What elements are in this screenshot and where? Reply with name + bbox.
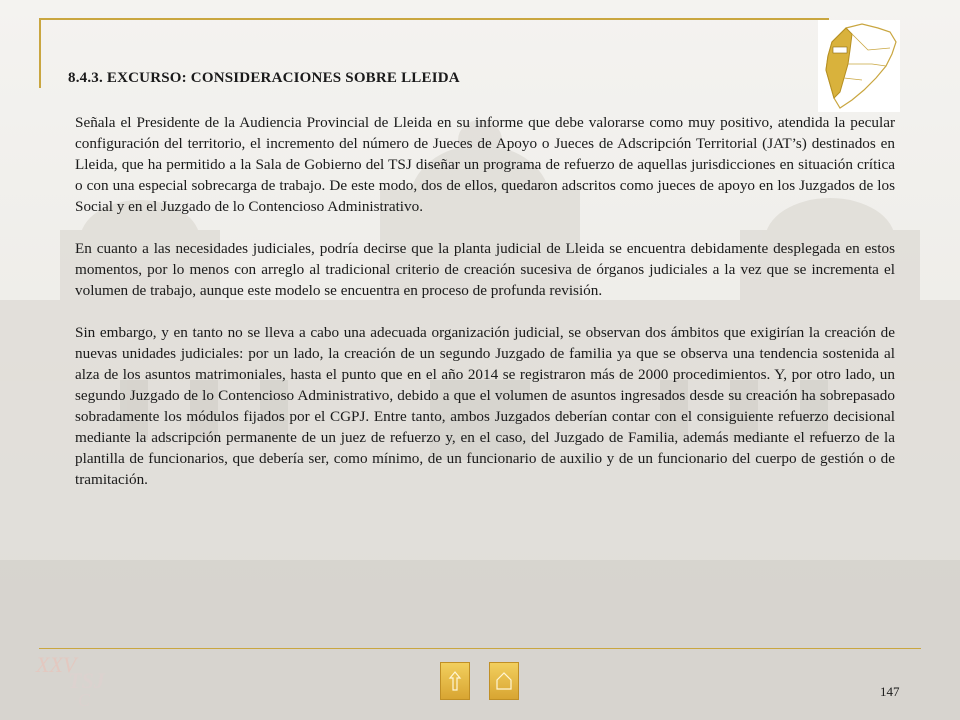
up-button[interactable]: [440, 662, 470, 700]
footer-divider: [39, 648, 921, 649]
home-button[interactable]: [489, 662, 519, 700]
frame-top-border: [39, 18, 829, 20]
catalonia-map-icon: [818, 20, 900, 112]
logo-text: TSJ: [68, 668, 105, 693]
frame-left-border: [39, 18, 41, 88]
paragraph-3: Sin embargo, y en tanto no se lleva a cabo una adecuada organización judicial, se observan dos ámbitos que exigirían la creación de nuevas unidades judiciales: por un lado, la creación de un segundo Juzgado de familia ya que se observa una tendencia sostenida al alza de los asuntos matrimoniales, hasta el punto que en el año 2014 se registraron más de 2000 procedimientos. Y, por otro lado, un segundo Juzgado de lo Contencioso Administrativo, debido a que el volumen de asuntos ingresados desde su creación ha sobrepasado sobradamente los módulos fijados por el CGPJ. Entre tanto, ambos Juzgados deberían contar con el consiguiente refuerzo decisional mediante la adscripción permanente de un juez de refuerzo y, en el caso, del Juzgado de Familia, además mediante el refuerzo de la plantilla de funcionarios, que debería ser, como mínimo, de un funcionario de auxilio y de un funcionario del cuerpo de gestión o de tramitación.: [75, 324, 895, 488]
up-arrow-icon: [448, 670, 462, 692]
paragraph-2: En cuanto a las necesidades judiciales, podría decirse que la planta judicial de Lleida se encuentra debidamente desplegada en estos momentos, por lo menos con arreglo al tradicional criterio de creación sucesiva de órganos judiciales a la vez que se incrementa el volumen de trabajo, aunque este modelo se encuentra en proceso de profunda revisión.: [75, 240, 895, 299]
logo-sub: C: [78, 690, 91, 710]
court-logo: [34, 648, 124, 710]
home-icon: [495, 671, 513, 691]
logo-numeral: XXV: [36, 652, 77, 677]
paragraph-1: Señala el Presidente de la Audiencia Provincial de Lleida en su informe que debe valorarse como muy positivo, atendida la pecular configuración del territorio, el incremento del número de Jueces de Apoyo o Jueces de Adscripción Territorial (JAT’s) destinados en Lleida, que ha permitido a la Sala de Gobierno del TSJ diseñar un programa de refuerzo de aquellas jurisdicciones en situación crítica o con una especial sobrecarga de trabajo. De este modo, dos de ellos, quedaron adscritos como jueces de apoyo en los Juzgados de los Social y en el Juzgado de lo Contencioso Administrativo.: [75, 114, 895, 215]
section-title: 8.4.3. EXCURSO: CONSIDERACIONES SOBRE LLEIDA: [68, 70, 460, 86]
page-number: 147: [880, 684, 900, 699]
main-content: [75, 112, 895, 511]
